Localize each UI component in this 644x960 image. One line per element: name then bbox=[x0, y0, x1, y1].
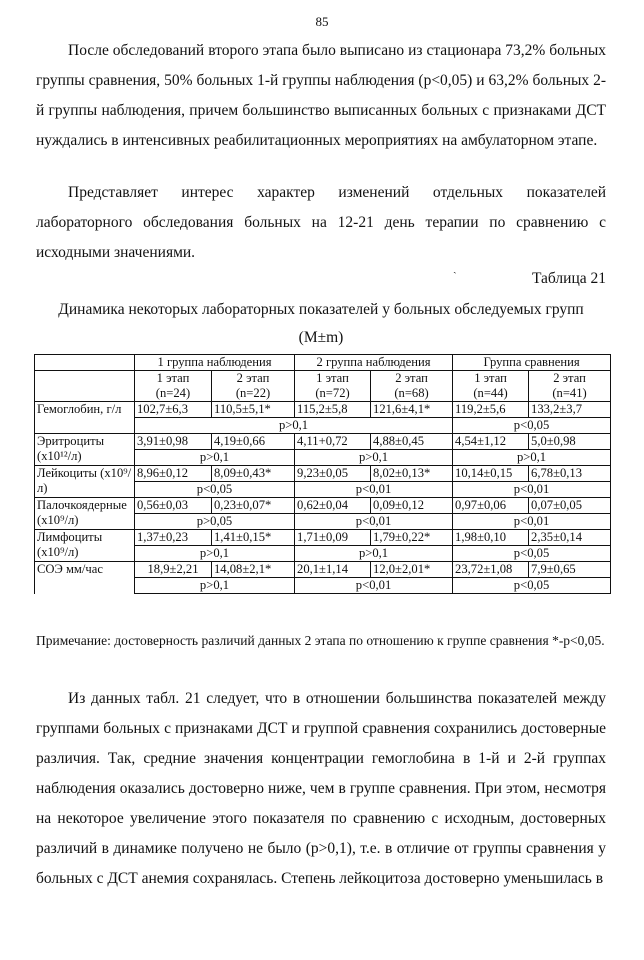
indicator-cell: Палочкоядерные (х10⁹/л) bbox=[35, 498, 135, 530]
value-cell: 4,11+0,72 bbox=[295, 434, 371, 450]
data-table bbox=[34, 354, 611, 594]
value-cell: 8,02±0,13* bbox=[371, 466, 453, 482]
table-row bbox=[35, 466, 611, 482]
p-value-cell: p<0,01 bbox=[453, 514, 611, 530]
value-cell: 3,91±0,98 bbox=[135, 434, 212, 450]
table-title: Динамика некоторых лабораторных показателей у больных обследуемых групп (M±m) bbox=[58, 301, 584, 346]
stage-header: 1 этап (n=24) bbox=[135, 371, 212, 402]
table-row bbox=[35, 530, 611, 546]
table-row bbox=[35, 402, 611, 418]
value-cell: 1,98±0,10 bbox=[453, 530, 529, 546]
stage-header: 2 этап (n=68) bbox=[371, 371, 453, 402]
p-value-cell: p>0,1 bbox=[453, 450, 611, 466]
value-cell: 5,0±0,98 bbox=[529, 434, 611, 450]
value-cell: 2,35±0,14 bbox=[529, 530, 611, 546]
stage-header: 2 этап (n=22) bbox=[212, 371, 295, 402]
value-cell: 0,23±0,07* bbox=[212, 498, 295, 514]
value-cell: 1,79±0,22* bbox=[371, 530, 453, 546]
scan-mark: ˏ bbox=[453, 262, 457, 274]
value-cell: 6,78±0,13 bbox=[529, 466, 611, 482]
value-cell: 121,6±4,1* bbox=[371, 402, 453, 418]
value-cell: 20,1±1,14 bbox=[295, 562, 371, 578]
indicator-cell: СОЭ мм/час bbox=[35, 562, 135, 594]
value-cell: 1,71±0,09 bbox=[295, 530, 371, 546]
p-value-cell: p>0,1 bbox=[295, 450, 453, 466]
value-cell: 133,2±3,7 bbox=[529, 402, 611, 418]
p-value-cell: p<0,05 bbox=[453, 418, 611, 434]
value-cell: 14,08±2,1* bbox=[212, 562, 295, 578]
p-value-cell: p>0,1 bbox=[135, 546, 295, 562]
indicator-cell: Лейкоциты (х10⁹/л) bbox=[35, 466, 135, 498]
value-cell: 1,41±0,15* bbox=[212, 530, 295, 546]
stage-header: 1 этап (n=44) bbox=[453, 371, 529, 402]
p-value-cell: p<0,01 bbox=[295, 578, 453, 594]
table-label: Таблица 21 bbox=[531, 270, 606, 287]
value-cell: 9,23±0,05 bbox=[295, 466, 371, 482]
value-cell: 4,19±0,66 bbox=[212, 434, 295, 450]
table-note: Примечание: достоверность различий данных 2 этапа по отношению к группе сравнения *-р<0,05. bbox=[36, 633, 605, 648]
paragraph: После обследований второго этапа было выписано из стационара 73,2% больных группы сравнения, 50% больных 1-й группы наблюдения (р<0,05) и 63,2% больных 2-й группы наблюдения, причем большинство выписанных больных с признаками ДСТ нуждались в интенсивных реабилитационных мероприятиях на амбулаторном этапе. bbox=[36, 42, 606, 149]
table-row bbox=[35, 562, 611, 578]
group-header: 1 группа наблюдения bbox=[135, 355, 295, 371]
p-value-cell: p<0,05 bbox=[453, 578, 611, 594]
paragraph: Представляет интерес характер изменений отдельных показателей лабораторного обследования больных на 12-21 день терапии по сравнению с исходными значениями. bbox=[36, 184, 606, 261]
indicator-header bbox=[35, 355, 135, 371]
value-cell: 115,2±5,8 bbox=[295, 402, 371, 418]
value-cell: 12,0±2,01* bbox=[371, 562, 453, 578]
page-number: 85 bbox=[315, 14, 329, 29]
paragraph: Из данных табл. 21 следует, что в отношении большинства показателей между группами больных с признаками ДСТ и группой сравнения сохранились достоверные различия. Так, средние значения концентрации гемоглобина в 1-й и 2-й группах наблюдения оказались достоверно ниже, чем в группе сравнения. При этом, несмотря на некоторое увеличение этого показателя по сравнению с исходным, достоверных различий в динамике получено не было (р>0,1), т.е. в отличие от группы сравнения у больных с ДСТ анемия сохранялась. Степень лейкоцитоза достоверно уменьшилась в bbox=[36, 690, 606, 887]
group-header: 2 группа наблюдения bbox=[295, 355, 453, 371]
p-value-cell: p>0,05 bbox=[135, 514, 295, 530]
table-row bbox=[35, 434, 611, 450]
stage-header-row bbox=[35, 371, 611, 402]
p-value-cell: p>0,1 bbox=[135, 418, 453, 434]
p-value-cell: p>0,1 bbox=[135, 578, 295, 594]
value-cell: 102,7±6,3 bbox=[135, 402, 212, 418]
value-cell: 110,5±5,1* bbox=[212, 402, 295, 418]
value-cell: 0,62±0,04 bbox=[295, 498, 371, 514]
p-value-cell: p<0,05 bbox=[135, 482, 295, 498]
value-cell: 0,09±0,12 bbox=[371, 498, 453, 514]
value-cell: 10,14±0,15 bbox=[453, 466, 529, 482]
stage-header: 1 этап (n=72) bbox=[295, 371, 371, 402]
indicator-header bbox=[35, 371, 135, 402]
p-value-cell: p<0,01 bbox=[295, 482, 453, 498]
value-cell: 4,54±1,12 bbox=[453, 434, 529, 450]
value-cell: 8,09±0,43* bbox=[212, 466, 295, 482]
value-cell: 0,07±0,05 bbox=[529, 498, 611, 514]
p-value-cell: p>0,1 bbox=[295, 546, 453, 562]
table-row bbox=[35, 498, 611, 514]
value-cell: 23,72±1,08 bbox=[453, 562, 529, 578]
value-cell: 4,88±0,45 bbox=[371, 434, 453, 450]
value-cell: 18,9±2,21 bbox=[135, 562, 212, 578]
p-value-cell: p<0,05 bbox=[453, 546, 611, 562]
value-cell: 119,2±5,6 bbox=[453, 402, 529, 418]
stage-header: 2 этап (n=41) bbox=[529, 371, 611, 402]
value-cell: 8,96±0,12 bbox=[135, 466, 212, 482]
value-cell: 0,56±0,03 bbox=[135, 498, 212, 514]
indicator-cell: Эритроциты (х10¹²/л) bbox=[35, 434, 135, 466]
value-cell: 0,97±0,06 bbox=[453, 498, 529, 514]
value-cell: 1,37±0,23 bbox=[135, 530, 212, 546]
p-value-cell: p<0,01 bbox=[295, 514, 453, 530]
group-header-row bbox=[35, 355, 611, 371]
p-value-cell: p<0,01 bbox=[453, 482, 611, 498]
indicator-cell: Гемоглобин, г/л bbox=[35, 402, 135, 434]
value-cell: 7,9±0,65 bbox=[529, 562, 611, 578]
group-header: Группа сравнения bbox=[453, 355, 611, 371]
p-value-cell: p>0,1 bbox=[135, 450, 295, 466]
indicator-cell: Лимфоциты (х10⁹/л) bbox=[35, 530, 135, 562]
